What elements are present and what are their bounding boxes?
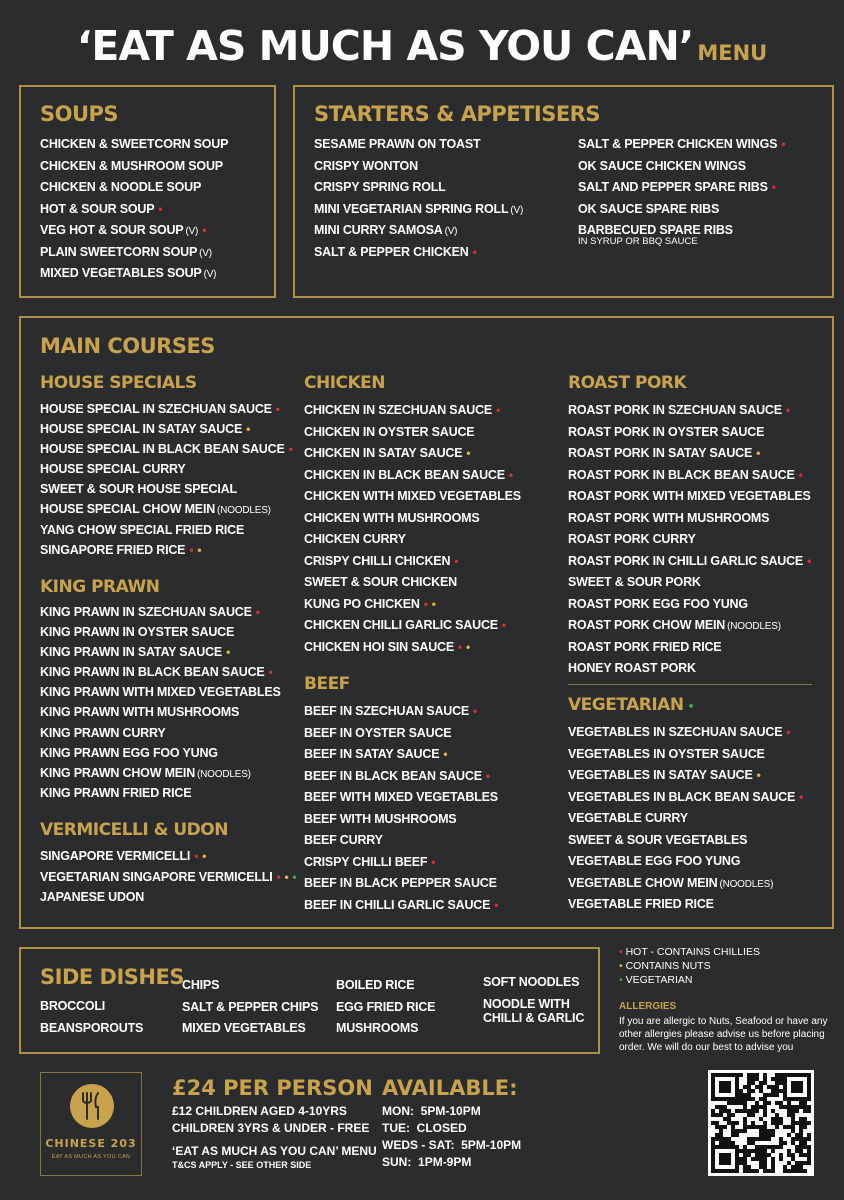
menu-title-sub: MENU	[697, 41, 768, 65]
menu-item	[304, 572, 521, 594]
hot-icon: •	[786, 725, 791, 739]
menu-item-name: SWEET & SOUR VEGETABLES	[568, 832, 748, 847]
nuts-icon: •	[466, 446, 471, 460]
menu-item-name: MINI VEGETARIAN SPRING ROLL	[314, 201, 509, 216]
menu-item	[40, 540, 293, 560]
menu-item-name: VEGETABLE EGG FOO YUNG	[568, 854, 741, 868]
menu-item	[40, 702, 281, 722]
menu-item	[304, 615, 521, 637]
king-prawn-heading: KING PRAWN	[40, 577, 160, 597]
nuts-icon: •	[284, 869, 289, 884]
hot-icon: •	[423, 596, 428, 611]
menu-item	[40, 439, 293, 459]
side-dishes-col4	[483, 975, 593, 1026]
veg-legend-icon: •	[619, 974, 626, 986]
hot-legend-icon: •	[619, 946, 626, 958]
menu-item-name: KING PRAWN CURRY	[40, 725, 166, 740]
hot-icon: •	[202, 223, 207, 237]
menu-item	[40, 867, 297, 888]
chicken-list	[304, 400, 521, 658]
nuts-icon: •	[756, 446, 761, 460]
menu-item-note: (V)	[199, 247, 212, 259]
menu-item-note: (NOODLES)	[197, 768, 251, 780]
menu-item	[568, 808, 803, 830]
nuts-icon: •	[443, 747, 448, 761]
hot-icon: •	[496, 403, 501, 417]
hot-icon: •	[194, 849, 199, 863]
hot-icon: •	[255, 605, 260, 619]
vegetarian-list	[568, 722, 803, 916]
menu-item	[304, 637, 521, 659]
menu-item-name: CRISPY CHILLI BEEF	[304, 854, 428, 869]
menu-item-name: SALT AND PEPPER SPARE RIBS	[578, 180, 768, 194]
menu-item-name: HOUSE SPECIAL IN SATAY SAUCE	[40, 422, 243, 437]
menu-item	[40, 263, 228, 285]
menu-item-name: KING PRAWN IN SZECHUAN SAUCE	[40, 605, 252, 619]
menu-item: BROCCOLI	[40, 999, 106, 1013]
menu-item-name: MINI CURRY SAMOSA	[314, 223, 443, 237]
menu-item-name: VEGETABLE CURRY	[568, 811, 688, 825]
menu-item-name: ROAST PORK CHOW MEIN	[568, 618, 726, 632]
menu-item: BOILED RICE	[336, 978, 415, 992]
menu-item	[314, 177, 523, 199]
menu-item	[40, 419, 293, 439]
menu-item	[304, 486, 521, 508]
menu-item-name: YANG CHOW SPECIAL FRIED RICE	[40, 522, 245, 537]
menu-item-name: SINGAPORE FRIED RICE	[40, 542, 186, 557]
menu-item-name: ROAST PORK FRIED RICE	[568, 639, 722, 654]
menu-item-name: KING PRAWN FRIED RICE	[40, 785, 192, 800]
menu-item	[304, 465, 521, 487]
nuts-legend-icon: •	[619, 960, 626, 972]
menu-item: SALT & PEPPER CHIPS	[182, 999, 319, 1014]
menu-item-name: BEEF CURRY	[304, 833, 383, 847]
menu-item-name: ROAST PORK WITH MIXED VEGETABLES	[568, 489, 811, 503]
menu-item-name: SWEET & SOUR CHICKEN	[304, 575, 457, 589]
menu-item	[40, 743, 281, 763]
menu-item	[40, 220, 228, 242]
hot-icon: •	[785, 403, 790, 417]
menu-item-note: (V)	[185, 226, 199, 237]
menu-item-name: CRISPY CHILLI CHICKEN	[304, 553, 451, 568]
menu-item	[40, 399, 293, 419]
hot-icon: •	[798, 467, 803, 482]
side-dish-item: SOFT NOODLES	[483, 975, 580, 989]
menu-item	[568, 873, 803, 895]
menu-item-name: CHICKEN WITH MIXED VEGETABLES	[304, 489, 521, 503]
beef-heading: BEEF	[304, 674, 350, 694]
menu-item	[578, 134, 785, 156]
menu-item: BEANSPOROUTS	[40, 1020, 144, 1035]
menu-item	[304, 508, 521, 530]
menu-item-name: VEGETABLES IN OYSTER SAUCE	[568, 746, 765, 761]
cutlery-icon	[70, 1084, 114, 1128]
menu-item-name: KING PRAWN IN SATAY SAUCE	[40, 645, 223, 660]
main-courses-heading: MAIN COURSES	[40, 334, 215, 358]
hot-icon: •	[473, 704, 478, 718]
hot-icon: •	[485, 768, 490, 783]
menu-item	[314, 134, 523, 156]
menu-item	[304, 830, 498, 852]
menu-item-name: ROAST PORK EGG FOO YUNG	[568, 596, 748, 611]
menu-item	[314, 242, 523, 264]
menu-item-name: HOUSE SPECIAL IN SZECHUAN SAUCE	[40, 402, 272, 416]
side-dishes-col1	[40, 996, 143, 1039]
menu-item-name: CRISPY SPRING ROLL	[314, 180, 446, 194]
menu-item	[568, 787, 803, 809]
menu-item-name: ROAST PORK CURRY	[568, 532, 696, 546]
nuts-icon: •	[756, 768, 761, 782]
menu-item-name: KING PRAWN WITH MIXED VEGETABLES	[40, 685, 281, 700]
menu-item-note: (V)	[444, 226, 458, 237]
menu-item	[568, 465, 811, 487]
menu-item	[304, 744, 498, 766]
menu-item	[304, 895, 498, 917]
king-prawn-list	[40, 602, 281, 803]
menu-title-main: ‘EAT AS MUCH AS YOU CAN’	[76, 22, 694, 70]
menu-item	[568, 422, 811, 444]
menu-item-name: ROAST PORK IN BLACK BEAN SAUCE	[568, 467, 795, 482]
menu-item	[568, 443, 811, 465]
hot-icon: •	[275, 402, 280, 416]
menu-item	[40, 642, 281, 662]
roast-pork-list	[568, 400, 811, 680]
menu-item-name: SWEET & SOUR PORK	[568, 575, 701, 589]
menu-item-name: VEGETABLE CHOW MEIN	[568, 875, 718, 890]
hot-icon: •	[472, 244, 477, 259]
menu-item-name: MIXED VEGETABLES SOUP	[40, 266, 202, 280]
menu-item	[40, 783, 281, 803]
menu-item-name: SALT & PEPPER CHICKEN	[314, 244, 469, 259]
menu-item-name: PLAIN SWEETCORN SOUP	[40, 244, 198, 259]
price-terms: T&CS APPLY - SEE OTHER SIDE	[172, 1160, 312, 1170]
menu-item	[40, 134, 228, 156]
menu-item-name: HOUSE SPECIAL CHOW MEIN	[40, 502, 216, 517]
menu-item	[40, 459, 293, 479]
menu-item-note: (V)	[203, 269, 217, 280]
menu-item	[304, 594, 521, 616]
starters-list-left	[314, 134, 523, 263]
side-dishes-heading: SIDE DISHES	[40, 965, 184, 989]
hot-icon: •	[807, 553, 812, 568]
hot-icon: •	[431, 854, 436, 869]
hot-icon: •	[494, 897, 499, 912]
menu-item-name: VEGETABLE FRIED RICE	[568, 897, 714, 911]
menu-item-name: CHICKEN & NOODLE SOUP	[40, 180, 202, 194]
hot-icon: •	[158, 201, 163, 216]
menu-item-name: KING PRAWN EGG FOO YUNG	[40, 745, 218, 760]
menu-item	[40, 177, 228, 199]
soups-list	[40, 134, 228, 285]
menu-item-name: BEEF IN SATAY SAUCE	[304, 747, 440, 761]
menu-item	[304, 766, 498, 788]
menu-item: MIXED VEGETABLES	[182, 1021, 306, 1035]
side-dishes-col3	[336, 975, 435, 1040]
menu-item	[568, 400, 811, 422]
soups-heading: SOUPS	[40, 102, 119, 126]
menu-item-name: CHICKEN CHILLI GARLIC SAUCE	[304, 618, 498, 632]
menu-item	[578, 156, 785, 178]
menu-item	[568, 529, 811, 551]
menu-item-name: SINGAPORE VERMICELLI	[40, 849, 191, 863]
menu-item-name: HOT & SOUR SOUP	[40, 201, 155, 216]
veg-icon: •	[292, 869, 297, 884]
nuts-icon: •	[197, 542, 202, 557]
nuts-icon: •	[202, 849, 207, 863]
menu-item	[304, 400, 521, 422]
menu-item	[40, 662, 281, 682]
menu-item-name: CHICKEN CURRY	[304, 532, 406, 546]
logo-name: CHINESE 203	[45, 1137, 137, 1150]
nuts-icon: •	[226, 645, 231, 660]
menu-item	[568, 851, 803, 873]
allergies-heading: ALLERGIES	[619, 1001, 677, 1012]
menu-item-name: KING PRAWN IN OYSTER SAUCE	[40, 625, 235, 640]
menu-item	[568, 486, 811, 508]
hot-icon: •	[288, 442, 293, 457]
menu-item	[304, 809, 498, 831]
menu-item-name: VEGETABLES IN SZECHUAN SAUCE	[568, 725, 783, 739]
menu-item-name: KING PRAWN IN BLACK BEAN SAUCE	[40, 665, 265, 680]
hours-weds-sat: WEDS - SAT: 5PM-10PM	[382, 1138, 522, 1152]
nuts-icon: •	[466, 639, 471, 654]
veg-legend-label: VEGETARIAN	[625, 974, 693, 986]
menu-item-name: CRISPY WONTON	[314, 158, 418, 173]
menu-item-note: (NOODLES)	[719, 878, 774, 890]
menu-item	[578, 199, 785, 221]
menu-item-name: OK SAUCE CHICKEN WINGS	[578, 158, 746, 173]
menu-item-name: CHICKEN IN BLACK BEAN SAUCE	[304, 467, 505, 482]
hot-icon: •	[268, 665, 273, 680]
menu-item	[304, 873, 498, 895]
menu-item-name: ROAST PORK WITH MUSHROOMS	[568, 510, 770, 525]
menu-item	[304, 551, 521, 573]
menu-item-name: HOUSE SPECIAL CURRY	[40, 462, 186, 477]
menu-item-name: BEEF IN BLACK BEAN SAUCE	[304, 768, 482, 783]
menu-item	[568, 722, 803, 744]
hot-icon: •	[501, 618, 506, 632]
beef-list	[304, 701, 498, 916]
menu-item-name: ROAST PORK IN SATAY SAUCE	[568, 446, 753, 460]
logo-tagline: EAT AS MUCH AS YOU CAN	[51, 1154, 131, 1160]
nuts-legend-label: CONTAINS NUTS	[625, 960, 711, 972]
chicken-heading: CHICKEN	[304, 373, 386, 393]
menu-item-name: BEEF IN CHILLI GARLIC SAUCE	[304, 897, 491, 912]
menu-item-name: BEEF IN SZECHUAN SAUCE	[304, 704, 470, 718]
nuts-icon: •	[431, 596, 436, 611]
menu-item	[40, 242, 228, 264]
menu-item-name: CHICKEN IN SZECHUAN SAUCE	[304, 403, 493, 417]
menu-item-name: CHICKEN HOI SIN SAUCE	[304, 639, 454, 654]
menu-item-name: ROAST PORK IN OYSTER SAUCE	[568, 424, 765, 439]
menu-item-note: (V)	[510, 204, 524, 216]
nuts-icon: •	[246, 422, 251, 437]
hot-icon: •	[276, 869, 281, 884]
menu-item	[304, 787, 498, 809]
menu-item-name: KING PRAWN CHOW MEIN	[40, 765, 196, 780]
menu-item-name: CHICKEN IN SATAY SAUCE	[304, 446, 463, 460]
menu-item	[304, 422, 521, 444]
menu-title	[0, 22, 844, 70]
menu-item	[568, 551, 811, 573]
menu-item	[40, 602, 281, 622]
allergies-text: If you are allergic to Nuts, Seafood or have any other allergies please advise us before placing order. We will do our best to advise you	[619, 1016, 828, 1053]
menu-item-name: CHICKEN IN OYSTER SAUCE	[304, 424, 475, 439]
hours-sun: SUN: 1PM-9PM	[382, 1155, 472, 1169]
menu-item-name: CHICKEN WITH MUSHROOMS	[304, 510, 480, 525]
menu-item-name: SESAME PRAWN ON TOAST	[314, 137, 481, 151]
hot-icon: •	[508, 467, 513, 482]
menu-item-name: ROAST PORK IN SZECHUAN SAUCE	[568, 403, 782, 417]
menu-item	[568, 594, 811, 616]
menu-item	[568, 615, 811, 637]
menu-item	[578, 177, 785, 199]
hot-icon: •	[799, 789, 804, 804]
menu-item-name: BEEF WITH MUSHROOMS	[304, 811, 457, 826]
menu-item	[40, 156, 228, 178]
menu-item	[304, 529, 521, 551]
menu-item-name: ROAST PORK IN CHILLI GARLIC SAUCE	[568, 553, 804, 568]
menu-item	[304, 701, 498, 723]
price-under-3: CHILDREN 3YRS & UNDER - FREE	[172, 1121, 370, 1135]
hot-icon: •	[781, 137, 786, 151]
roast-pork-divider	[568, 684, 812, 685]
menu-item	[40, 622, 281, 642]
menu-item	[40, 520, 293, 540]
dietary-legend	[619, 946, 760, 988]
price-children: £12 CHILDREN AGED 4-10YRS	[172, 1104, 347, 1118]
side-dishes-col2	[182, 975, 318, 1040]
menu-item-name: KUNG PO CHICKEN	[304, 596, 420, 611]
menu-item-name: HONEY ROAST PORK	[568, 661, 696, 675]
price-heading: £24 PER PERSON	[172, 1076, 373, 1100]
ribs-note: IN SYRUP OR BBQ SAUCE	[578, 236, 698, 247]
vermicelli-heading: VERMICELLI & UDON	[40, 820, 228, 840]
menu-item-name: SWEET & SOUR HOUSE SPECIAL	[40, 482, 237, 497]
menu-item: CHIPS	[182, 978, 220, 992]
menu-item	[40, 723, 281, 743]
menu-item-name: OK SAUCE SPARE RIBS	[578, 201, 720, 216]
starters-heading: STARTERS & APPETISERS	[314, 102, 600, 126]
menu-item-name: BEEF IN OYSTER SAUCE	[304, 725, 452, 740]
menu-item-name: VEG HOT & SOUR SOUP	[40, 223, 184, 237]
starters-list-right	[578, 134, 785, 242]
restaurant-logo	[40, 1072, 142, 1176]
hours-mon: MON: 5PM-10PM	[382, 1104, 481, 1118]
menu-item	[568, 637, 811, 659]
qr-code[interactable]	[708, 1070, 814, 1176]
menu-item-name: VEGETABLES IN SATAY SAUCE	[568, 768, 753, 782]
side-dish-item: NOODLE WITH CHILLI & GARLIC	[483, 996, 585, 1025]
menu-item-name: VEGETABLES IN BLACK BEAN SAUCE	[568, 789, 796, 804]
menu-item	[568, 508, 811, 530]
roast-pork-heading: ROAST PORK	[568, 373, 687, 393]
menu-item	[568, 572, 811, 594]
hot-icon: •	[771, 180, 776, 194]
menu-item	[40, 499, 293, 519]
menu-item	[568, 894, 803, 916]
menu-item-name: CHICKEN & SWEETCORN SOUP	[40, 137, 229, 151]
menu-item	[40, 846, 297, 867]
menu-item	[40, 682, 281, 702]
menu-item	[304, 723, 498, 745]
vegetarian-heading: VEGETARIAN •	[568, 695, 695, 715]
menu-item: MUSHROOMS	[336, 1021, 419, 1035]
menu-item	[568, 658, 811, 680]
availability-heading: AVAILABLE:	[382, 1076, 518, 1100]
menu-item-note: (NOODLES)	[727, 621, 781, 632]
menu-item: EGG FRIED RICE	[336, 999, 436, 1014]
menu-item	[314, 220, 523, 242]
menu-item-name: BEEF IN BLACK PEPPER SAUCE	[304, 876, 497, 890]
hot-icon: •	[457, 639, 462, 654]
menu-item	[40, 199, 228, 221]
menu-item-name: BEEF WITH MIXED VEGETABLES	[304, 790, 498, 804]
vegetarian-icon: •	[687, 700, 695, 713]
menu-item-name: VEGETARIAN SINGAPORE VERMICELLI	[40, 869, 273, 884]
menu-item-name: CHICKEN & MUSHROOM SOUP	[40, 158, 223, 173]
menu-item	[40, 479, 293, 499]
menu-item-name: KING PRAWN WITH MUSHROOMS	[40, 705, 240, 720]
menu-item	[304, 443, 521, 465]
menu-item	[314, 156, 523, 178]
menu-item	[40, 763, 281, 783]
vermicelli-list	[40, 846, 297, 908]
menu-item	[568, 765, 803, 787]
house-specials-list	[40, 399, 293, 560]
menu-item-name: HOUSE SPECIAL IN BLACK BEAN SAUCE	[40, 442, 285, 457]
menu-item	[568, 830, 803, 852]
menu-item-name: BARBECUED SPARE RIBS	[578, 223, 733, 237]
hours-tue: TUE: CLOSED	[382, 1121, 467, 1135]
menu-item	[40, 887, 297, 908]
hot-icon: •	[189, 542, 194, 557]
menu-item	[568, 744, 803, 766]
hot-icon: •	[454, 553, 459, 568]
menu-item-note: (NOODLES)	[217, 505, 271, 517]
menu-item	[314, 199, 523, 221]
price-menu-name: ‘EAT AS MUCH AS YOU CAN’ MENU	[172, 1144, 377, 1158]
menu-item	[304, 852, 498, 874]
house-specials-heading: HOUSE SPECIALS	[40, 373, 197, 393]
menu-item-name: JAPANESE UDON	[40, 890, 145, 904]
hot-legend-label: HOT - CONTAINS CHILLIES	[625, 946, 760, 958]
menu-item-name: SALT & PEPPER CHICKEN WINGS	[578, 137, 778, 151]
